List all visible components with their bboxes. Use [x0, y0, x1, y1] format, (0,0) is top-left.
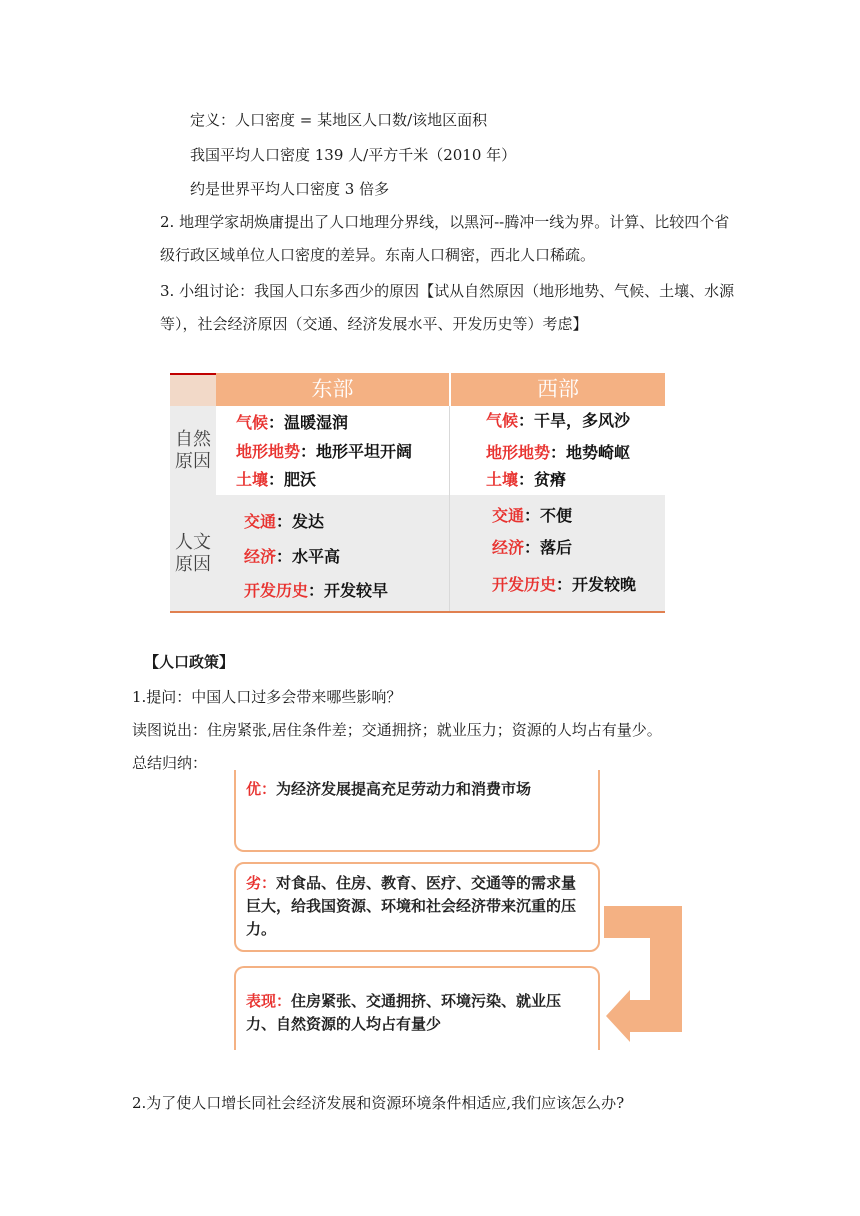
impact-summary-diagram: [232, 770, 692, 1050]
item-3-group-discussion: 3. 小组讨论：我国人口东多西少的原因【试从自然原因（地形地势、气候、土壤、水源等），社会经济原因（交通、经济发展水平、开发历史等）考虑】: [160, 282, 735, 333]
east-soil: 土壤：肥沃: [236, 470, 317, 489]
table-row-natural: [170, 406, 665, 495]
world-comparison: 约是世界平均人口密度 3 倍多: [190, 180, 390, 198]
row-label-natural: 自然原因: [170, 406, 216, 495]
table-corner: [170, 373, 216, 406]
summary-label: 总结归纳：: [132, 754, 208, 772]
density-definition: 定义：人口密度 = 某地区人口数/该地区面积: [190, 111, 488, 129]
west-climate: 气候：干旱，多风沙: [486, 411, 631, 430]
east-west-comparison-table: [170, 373, 665, 613]
question-1: 1.提问：中国人口过多会带来哪些影响？: [132, 688, 402, 706]
advantage-box: [234, 770, 600, 852]
header-west: 西部: [537, 377, 579, 401]
column-divider: [449, 495, 450, 613]
west-terrain: 地形地势：地势崎岖: [486, 443, 631, 462]
east-economy: 经济：水平高: [244, 547, 341, 566]
table-row-human: [170, 495, 665, 613]
east-history: 开发历史：开发较早: [244, 581, 389, 600]
policy-heading: 【人口政策】: [144, 653, 235, 671]
table-bottom-border: [170, 611, 665, 613]
west-history: 开发历史：开发较晚: [492, 575, 637, 594]
table-header: [170, 373, 665, 406]
east-terrain: 地形地势：地形平坦开阔: [236, 442, 413, 461]
header-east: 东部: [311, 377, 354, 401]
west-economy: 经济：落后: [492, 538, 573, 557]
west-transport: 交通：不便: [492, 506, 573, 525]
east-climate: 气候：温暖湿润: [236, 413, 349, 432]
reading-answer: 读图说出：住房紧张,居住条件差；交通拥挤；就业压力；资源的人均占有量少。: [132, 721, 662, 739]
column-divider: [449, 406, 450, 495]
disadvantage-text: 对食品、住房、教育、医疗、交通等的需求量巨大，给我国资源、环境和社会经济带来沉重的压力。: [246, 874, 577, 938]
table-top-accent: [170, 373, 216, 375]
question-2: 2.为了使人口增长同社会经济发展和资源环境条件相适应,我们应该怎么办?: [132, 1094, 625, 1112]
item-2-hu-line: 2. 地理学家胡焕庸提出了人口地理分界线，以黑河--腾冲一线为界。计算、比较四个省级行政区域单位人口密度的差异。东南人口稠密，西北人口稀疏。: [160, 213, 730, 264]
disadvantage-box: [234, 862, 600, 952]
arrow-shape: [604, 906, 682, 1042]
advantage-key: 优：: [246, 780, 277, 798]
manifestation-text: 住房紧张、交通拥挤、环境污染、就业压力、自然资源的人均占有量少: [246, 992, 562, 1033]
west-soil: 土壤：贫瘠: [486, 470, 567, 489]
manifestation-box: [234, 966, 600, 1050]
row-label-human: 人文原因: [170, 495, 216, 613]
national-average-density: 我国平均人口密度 139 人/平方千米（2010 年）: [190, 146, 517, 164]
disadvantage-key: 劣：: [246, 874, 277, 892]
east-transport: 交通：发达: [244, 512, 325, 531]
manifestation-key: 表现：: [246, 992, 292, 1010]
advantage-text: 为经济发展提高充足劳动力和消费市场: [276, 780, 532, 798]
